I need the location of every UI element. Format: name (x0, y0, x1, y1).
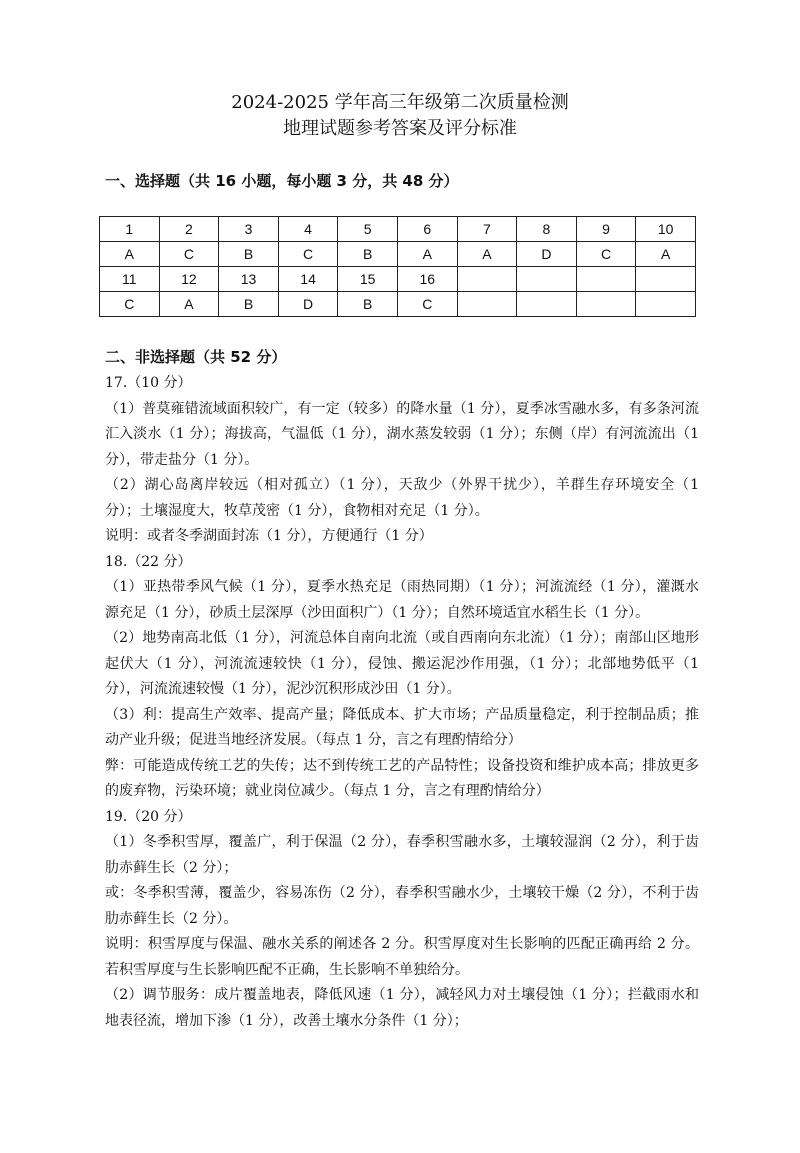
table-cell: 11 (100, 267, 160, 292)
table-cell: C (278, 242, 338, 267)
answer-paragraph: 或：冬季积雪薄，覆盖少，容易冻伤（2 分），春季积雪融水少，土壤较干燥（2 分），不利于齿肋赤藓生长（2 分）。 (105, 885, 699, 927)
table-cell: 5 (338, 217, 398, 242)
answer-paragraph: 说明：积雪厚度与保温、融水关系的阐述各 2 分。积雪厚度对生长影响的匹配正确再给 2 分。若积雪厚度与生长影响匹配不正确，生长影响不单独给分。 (105, 936, 699, 978)
table-cell: 8 (517, 217, 577, 242)
table-cell (517, 267, 577, 292)
table-cell: 10 (636, 217, 696, 242)
answer-paragraph: （2）调节服务：成片覆盖地表，降低风速（1 分），减轻风力对土壤侵蚀（1 分）；拦截雨水和地表径流，增加下渗（1 分），改善土壤水分条件（1 分）； (105, 987, 699, 1029)
table-cell: A (397, 242, 457, 267)
table-cell (517, 292, 577, 317)
answer-paragraph: （2）湖心岛离岸较远（相对孤立）（1 分），天敌少（外界干扰少），羊群生存环境安全（1 分）；土壤湿度大，牧草茂密（1 分），食物相对充足（1 分）。 (105, 477, 699, 519)
table-cell: 12 (159, 267, 219, 292)
table-cell: 2 (159, 217, 219, 242)
answer-table (99, 216, 696, 317)
answer-paragraph: 19.（20 分） (105, 808, 192, 825)
table-cell: 4 (278, 217, 338, 242)
table-cell: B (219, 292, 279, 317)
table-cell: B (338, 292, 398, 317)
answer-paragraph: （2）地势南高北低（1 分），河流总体自南向北流（或自西南向东北流）（1 分）；南部山区地形起伏大（1 分），河流流速较快（1 分），侵蚀、搬运泥沙作用强，（1 分）；北部地势低平（1 分），河流流速较慢（1 分），泥沙沉积形成沙田（1 分）。 (105, 630, 699, 697)
table-cell (576, 267, 636, 292)
table-cell: A (159, 292, 219, 317)
table-cell: D (278, 292, 338, 317)
answer-paragraph: （1）普莫雍错流域面积较广，有一定（较多）的降水量（1 分），夏季冰雪融水多，有多条河流汇入淡水（1 分）；海拔高，气温低（1 分），湖水蒸发较弱（1 分）；东侧（岸）有河流流出（1 分），带走盐分（1 分）。 (105, 400, 699, 468)
table-row (100, 292, 696, 317)
table-cell: 15 (338, 267, 398, 292)
document-subtitle: 地理试题参考答案及评分标准 (283, 118, 517, 139)
table-cell: 3 (219, 217, 279, 242)
answer-body (105, 371, 699, 1034)
answer-paragraph: 18.（22 分） (105, 553, 192, 570)
table-cell: A (636, 242, 696, 267)
section-heading-nonchoice: 二、非选择题（共 52 分） (105, 348, 287, 366)
table-cell: C (159, 242, 219, 267)
table-cell: A (100, 242, 160, 267)
table-row (100, 217, 696, 242)
table-cell: D (517, 242, 577, 267)
table-cell: 16 (397, 267, 457, 292)
table-cell (576, 292, 636, 317)
table-cell: A (457, 242, 517, 267)
table-cell: 9 (576, 217, 636, 242)
document-title: 2024-2025 学年高三年级第二次质量检测 (231, 92, 569, 113)
section-heading-choice: 一、选择题（共 16 小题，每小题 3 分，共 48 分） (105, 172, 459, 190)
table-cell: 6 (397, 217, 457, 242)
answer-paragraph: 弊：可能造成传统工艺的失传；达不到传统工艺的产品特性；设备投资和维护成本高；排放更多的废弃物，污染环境；就业岗位减少。（每点 1 分，言之有理酌情给分） (105, 757, 699, 799)
table-cell (457, 292, 517, 317)
table-row (100, 242, 696, 267)
table-cell: B (338, 242, 398, 267)
table-cell: C (576, 242, 636, 267)
table-cell (457, 267, 517, 292)
table-cell: 7 (457, 217, 517, 242)
table-cell (636, 292, 696, 317)
table-cell: C (397, 292, 457, 317)
answer-paragraph: （1）冬季积雪厚，覆盖广，利于保温（2 分），春季积雪融水多，土壤较湿润（2 分），利于齿肋赤藓生长（2 分）； (105, 834, 699, 876)
table-cell: B (219, 242, 279, 267)
answer-paragraph: 说明：或者冬季湖面封冻（1 分），方便通行（1 分） (105, 528, 433, 544)
table-cell: C (100, 292, 160, 317)
answer-paragraph: （3）利：提高生产效率、提高产量；降低成本、扩大市场；产品质量稳定，利于控制品质；推动产业升级；促进当地经济发展。（每点 1 分，言之有理酌情给分） (105, 706, 699, 748)
table-cell: 13 (219, 267, 279, 292)
table-row (100, 267, 696, 292)
answer-paragraph: 17.（10 分） (105, 375, 192, 391)
table-cell: 14 (278, 267, 338, 292)
table-cell (636, 267, 696, 292)
table-cell: 1 (100, 217, 160, 242)
answer-paragraph: （1）亚热带季风气候（1 分），夏季水热充足（雨热同期）（1 分）；河流流经（1 分），灌溉水源充足（1 分），砂质土层深厚（沙田面积广）（1 分）；自然环境适宜水稻生长（1 分）。 (105, 579, 699, 621)
